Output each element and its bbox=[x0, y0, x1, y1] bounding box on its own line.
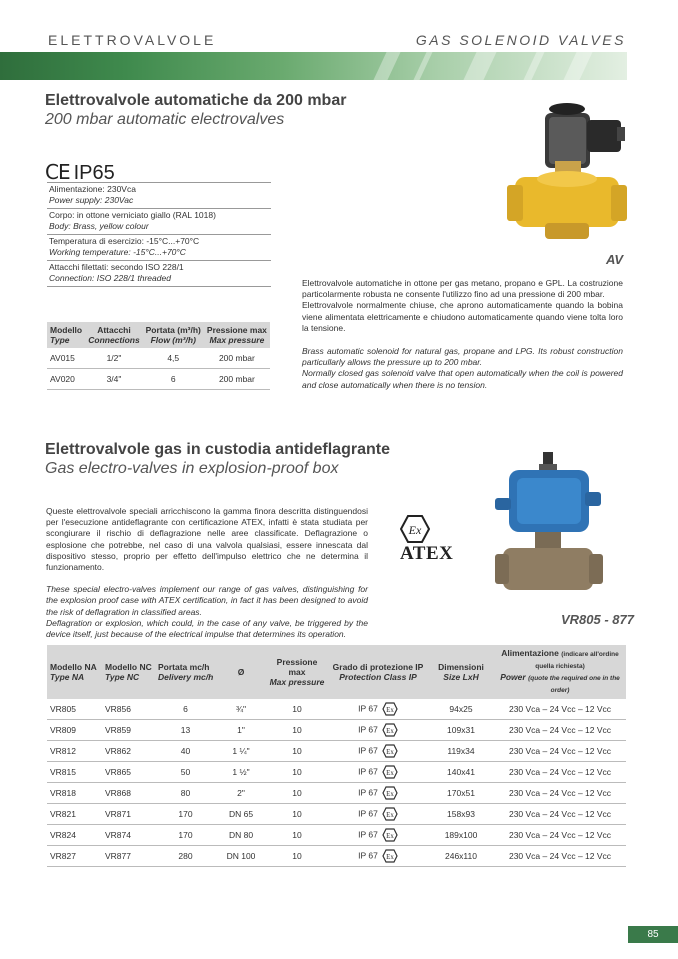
cell: 230 Vca – 24 Vcc – 12 Vcc bbox=[494, 804, 626, 825]
cell: VR809 bbox=[47, 720, 102, 741]
cell: IP 67 Ex bbox=[328, 825, 428, 846]
table-row bbox=[47, 741, 626, 762]
col-header: Portata mc/h Delivery mc/h bbox=[155, 645, 216, 699]
cell: 10 bbox=[266, 846, 328, 867]
spec-it: Attacchi filettati: secondo ISO 228/1 bbox=[49, 262, 184, 272]
cell: VR877 bbox=[102, 846, 155, 867]
table-row bbox=[47, 720, 626, 741]
desc-it: Queste elettrovalvole speciali arricchiscono la gamma finora descritta distinguendosi per l'esecuzione antideflagrante con certificazione ATEX, infatti è stata studiata per scongiurare il rischio di deflagrazione nelle aree classificate. Deflagrazione o esplosione che potrebbe, nel caso di una valvola qualsiasi, essere innescata dal dispositivo stesso, proprio per effetto dell'impulso elettrico che ne determina il funzionamento. bbox=[46, 506, 368, 573]
cell: 230 Vca – 24 Vcc – 12 Vcc bbox=[494, 783, 626, 804]
cell: 4,5 bbox=[143, 348, 204, 369]
table-row bbox=[47, 783, 626, 804]
ex-hexagon-icon bbox=[400, 515, 430, 543]
cell: 94x25 bbox=[428, 699, 494, 720]
header-band bbox=[0, 52, 627, 80]
cell: 1/2" bbox=[85, 348, 142, 369]
cell: AV015 bbox=[47, 348, 85, 369]
cell: 230 Vca – 24 Vcc – 12 Vcc bbox=[494, 741, 626, 762]
svg-text:Ex: Ex bbox=[385, 727, 394, 735]
ex-hexagon-icon bbox=[382, 786, 398, 800]
cell: IP 67 Ex bbox=[328, 741, 428, 762]
cell: DN 65 bbox=[216, 804, 266, 825]
cell: IP 67 Ex bbox=[328, 804, 428, 825]
cell: DN 100 bbox=[216, 846, 266, 867]
cell: IP 67 Ex bbox=[328, 699, 428, 720]
col-header: Attacchi Connections bbox=[85, 322, 142, 348]
ex-hexagon-icon bbox=[382, 723, 398, 737]
cell: VR818 bbox=[47, 783, 102, 804]
cell: 10 bbox=[266, 825, 328, 846]
table-row bbox=[47, 369, 270, 390]
cell: 80 bbox=[155, 783, 216, 804]
cell: VR856 bbox=[102, 699, 155, 720]
spec-en: Power supply: 230Vac bbox=[49, 195, 134, 205]
ex-hexagon-icon bbox=[382, 807, 398, 821]
desc-en-1: Brass automatic solenoid for natural gas, propane and LPG. Its robust construction particullarly allows the pressure up to 200 mbar. bbox=[302, 346, 623, 368]
svg-text:Ex: Ex bbox=[385, 790, 394, 798]
vr-valve-image bbox=[495, 450, 605, 600]
table-row bbox=[47, 846, 626, 867]
spec-row bbox=[47, 182, 271, 209]
cell: IP 67 Ex bbox=[328, 783, 428, 804]
col-header: Dimensioni Size LxH bbox=[428, 645, 494, 699]
table-row bbox=[47, 699, 626, 720]
cell: 230 Vca – 24 Vcc – 12 Vcc bbox=[494, 762, 626, 783]
vr-image-caption: VR805 - 877 bbox=[561, 612, 634, 627]
col-header: Alimentazione (indicare all'ordine quella richiesta) Power (quote the required one in the order) bbox=[494, 645, 626, 699]
cell: 200 mbar bbox=[204, 348, 270, 369]
av-model-table bbox=[47, 322, 270, 390]
cell: 3/4" bbox=[85, 369, 142, 390]
cell: 10 bbox=[266, 762, 328, 783]
spec-row bbox=[47, 235, 271, 261]
cell: 1 ½" bbox=[216, 762, 266, 783]
cell: 230 Vca – 24 Vcc – 12 Vcc bbox=[494, 846, 626, 867]
spec-row bbox=[47, 261, 271, 287]
col-header: Pressione max Max pressure bbox=[266, 645, 328, 699]
col-header: Pressione max Max pressure bbox=[204, 322, 270, 348]
section1-title-it: Elettrovalvole automatiche da 200 mbar bbox=[45, 92, 347, 109]
svg-text:Ex: Ex bbox=[385, 748, 394, 756]
cell: IP 67 Ex bbox=[328, 846, 428, 867]
col-header: Portata (m³/h) Flow (m³/h) bbox=[143, 322, 204, 348]
cell: 10 bbox=[266, 804, 328, 825]
cell: VR827 bbox=[47, 846, 102, 867]
cell: 50 bbox=[155, 762, 216, 783]
cell: 189x100 bbox=[428, 825, 494, 846]
col-header: Modello Type bbox=[47, 322, 85, 348]
table-row bbox=[47, 348, 270, 369]
atex-label: ATEX bbox=[400, 543, 454, 564]
spec-en: Connection: ISO 228/1 threaded bbox=[49, 273, 171, 283]
cell: VR868 bbox=[102, 783, 155, 804]
col-header: Ø bbox=[216, 645, 266, 699]
cell: VR812 bbox=[47, 741, 102, 762]
cell: 170 bbox=[155, 804, 216, 825]
cell: VR821 bbox=[47, 804, 102, 825]
desc-en-2: Normally closed gas solenoid valve that open automatically when the coil is powered and close automatically when there is no tension. bbox=[302, 368, 623, 390]
vr-description bbox=[46, 506, 368, 640]
cell: 170x51 bbox=[428, 783, 494, 804]
ex-hexagon-icon bbox=[382, 744, 398, 758]
table-row bbox=[47, 762, 626, 783]
cell: 1" bbox=[216, 720, 266, 741]
cell: VR874 bbox=[102, 825, 155, 846]
table-row bbox=[47, 825, 626, 846]
cell: 230 Vca – 24 Vcc – 12 Vcc bbox=[494, 720, 626, 741]
svg-text:Ex: Ex bbox=[385, 832, 394, 840]
ex-hexagon-icon bbox=[382, 828, 398, 842]
cell: 40 bbox=[155, 741, 216, 762]
ip-rating: IP65 bbox=[73, 162, 115, 184]
av-valve-image bbox=[505, 95, 630, 245]
desc-en-2: Deflagration or explosion, which could, in the case of any valve, be triggered by the device itself, just because of the electrical impulse that determines its operation. bbox=[46, 617, 368, 640]
cell: 13 bbox=[155, 720, 216, 741]
cell: IP 67 Ex bbox=[328, 762, 428, 783]
desc-it-1: Elettrovalvole automatiche in ottone per gas metano, propano e GPL. La costruzione particolarmente robusta ne consente l'utilizzo fino ad una pressione di 200 mbar. bbox=[302, 278, 623, 300]
cell: VR824 bbox=[47, 825, 102, 846]
cell: VR871 bbox=[102, 804, 155, 825]
svg-text:Ex: Ex bbox=[408, 523, 422, 537]
cell: 170 bbox=[155, 825, 216, 846]
cell: 10 bbox=[266, 720, 328, 741]
cell: 10 bbox=[266, 783, 328, 804]
spec-it: Corpo: in ottone verniciato giallo (RAL 1018) bbox=[49, 210, 216, 220]
ce-mark: CE bbox=[45, 160, 70, 184]
cell: VR859 bbox=[102, 720, 155, 741]
cell: IP 67 Ex bbox=[328, 720, 428, 741]
table-row bbox=[47, 804, 626, 825]
cell: 230 Vca – 24 Vcc – 12 Vcc bbox=[494, 699, 626, 720]
col-header: Modello NC Type NC bbox=[102, 645, 155, 699]
col-header: Modello NA Type NA bbox=[47, 645, 102, 699]
spec-it: Alimentazione: 230Vca bbox=[49, 184, 136, 194]
spec-list bbox=[47, 182, 271, 287]
cell: 2" bbox=[216, 783, 266, 804]
cell: VR815 bbox=[47, 762, 102, 783]
section2-title-it: Elettrovalvole gas in custodia antideflagrante bbox=[45, 441, 390, 458]
desc-it-2: Elettrovalvole normalmente chiuse, che aprono automaticamente quando la bobina viene alimentata elettricamente e chiudono automaticamente quando viene tolta loro la tensione. bbox=[302, 300, 623, 333]
page-number: 85 bbox=[628, 926, 678, 943]
av-description bbox=[302, 278, 623, 391]
svg-text:Ex: Ex bbox=[385, 811, 394, 819]
svg-text:Ex: Ex bbox=[385, 706, 394, 714]
cell: 246x110 bbox=[428, 846, 494, 867]
cell: DN 80 bbox=[216, 825, 266, 846]
cell: 158x93 bbox=[428, 804, 494, 825]
section2-title-en: Gas electro-valves in explosion-proof box bbox=[45, 460, 339, 477]
spec-it: Temperatura di esercizio: -15°C...+70°C bbox=[49, 236, 200, 246]
vr-model-table bbox=[47, 645, 626, 867]
spec-en: Body: Brass, yellow colour bbox=[49, 221, 149, 231]
cell: 10 bbox=[266, 699, 328, 720]
cell: 200 mbar bbox=[204, 369, 270, 390]
ex-hexagon-icon bbox=[382, 765, 398, 779]
header-right-title: GAS SOLENOID VALVES bbox=[415, 32, 626, 48]
cell: VR862 bbox=[102, 741, 155, 762]
cell: ¾" bbox=[216, 699, 266, 720]
spec-en: Working temperature: -15°C...+70°C bbox=[49, 247, 186, 257]
cell: 140x41 bbox=[428, 762, 494, 783]
spec-row bbox=[47, 209, 271, 235]
cell: AV020 bbox=[47, 369, 85, 390]
header-left-title: ELETTROVALVOLE bbox=[48, 32, 217, 48]
col-header: Grado di protezione IP Protection Class IP bbox=[328, 645, 428, 699]
cell: 6 bbox=[155, 699, 216, 720]
section1-title-en: 200 mbar automatic electrovalves bbox=[45, 111, 285, 128]
cell: 119x34 bbox=[428, 741, 494, 762]
cell: 230 Vca – 24 Vcc – 12 Vcc bbox=[494, 825, 626, 846]
cell: 109x31 bbox=[428, 720, 494, 741]
cell: 1 ¼" bbox=[216, 741, 266, 762]
cell: 280 bbox=[155, 846, 216, 867]
av-image-caption: AV bbox=[606, 252, 624, 267]
cell: 10 bbox=[266, 741, 328, 762]
svg-text:Ex: Ex bbox=[385, 853, 394, 861]
cell: VR865 bbox=[102, 762, 155, 783]
cell: 6 bbox=[143, 369, 204, 390]
desc-en-1: These special electro-valves implement our range of gas valves, distinguishing for the explosion proof case with ATEX certification, in fact it has been designed to avoid the risk of deflagration in classified areas. bbox=[46, 584, 368, 617]
ex-hexagon-icon bbox=[382, 849, 398, 863]
svg-text:Ex: Ex bbox=[385, 769, 394, 777]
ex-hexagon-icon bbox=[382, 702, 398, 716]
cell: VR805 bbox=[47, 699, 102, 720]
